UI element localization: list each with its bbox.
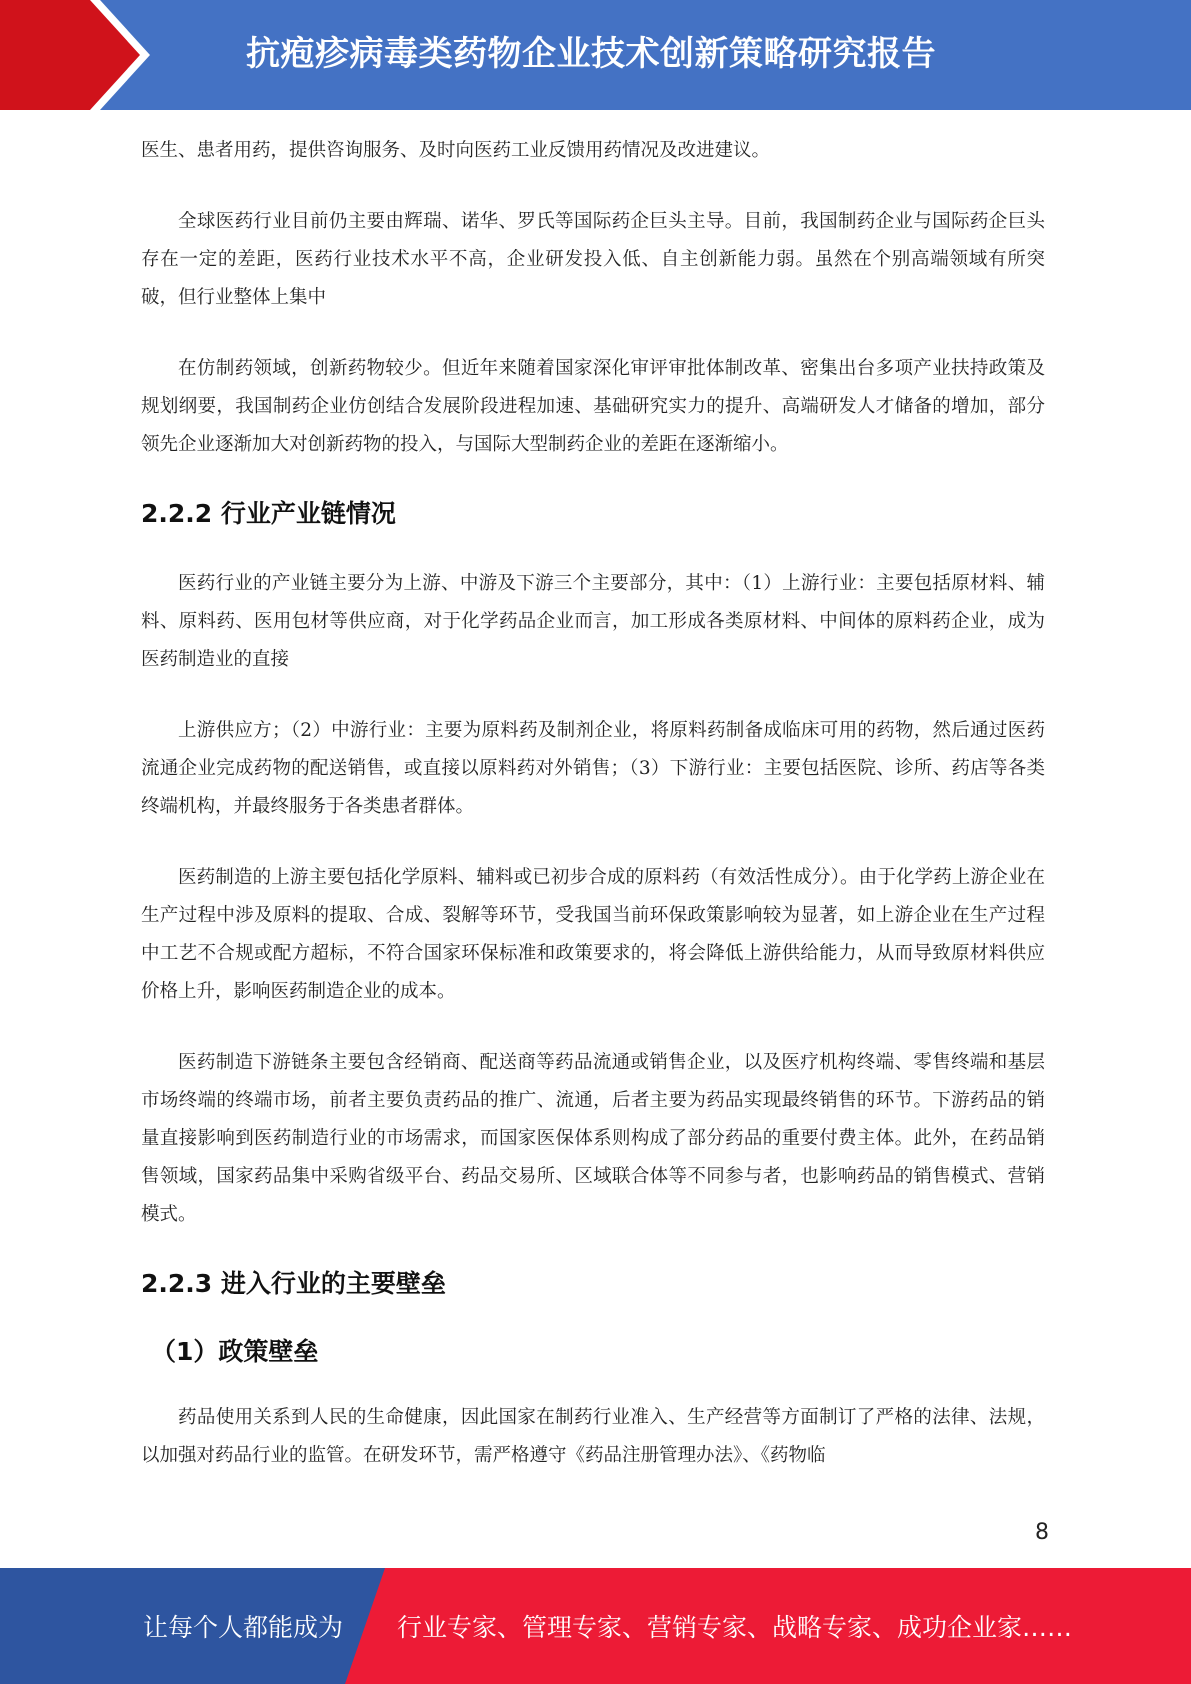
paragraph: 药品使用关系到人民的生命健康，因此国家在制药行业准入、生产经营等方面制订了严格的法律、法规，以加强对药品行业的监管。在研发环节，需严格遵守《药品注册管理办法》、《药物临 (141, 1407, 1045, 1466)
chevron-icon (0, 0, 160, 110)
page-header (0, 0, 1191, 110)
footer-slogan-right: 行业专家、管理专家、营销专家、战略专家、成功企业家…… (397, 1613, 1073, 1642)
section-heading-2-2-2: 2.2.2 行业产业链情况 (141, 499, 396, 528)
paragraph: 医药行业的产业链主要分为上游、中游及下游三个主要部分，其中：（1）上游行业：主要包括原材料、辅料、原料药、医用包材等供应商，对于化学药品企业而言，加工形成各类原材料、中间体的原料药企业，成为医药制造业的直接 (141, 573, 1045, 670)
document-body (141, 132, 1045, 1508)
paragraph: 上游供应方；（2）中游行业：主要为原料药及制剂企业，将原料药制备成临床可用的药物，然后通过医药流通企业完成药物的配送销售，或直接以原料药对外销售；（3）下游行业：主要包括医院、诊所、药店等各类终端机构，并最终服务于各类患者群体。 (141, 720, 1045, 817)
paragraph: 在仿制药领域，创新药物较少。但近年来随着国家深化审评审批体制改革、密集出台多项产业扶持政策及规划纲要，我国制药企业仿创结合发展阶段进程加速、基础研究实力的提升、高端研发人才储备的增加，部分领先企业逐渐加大对创新药物的投入，与国际大型制药企业的差距在逐渐缩小。 (141, 358, 1045, 455)
page-footer (0, 1568, 1191, 1684)
section-heading-2-2-3: 2.2.3 进入行业的主要壁垒 (141, 1269, 446, 1298)
paragraph: 医药制造下游链条主要包含经销商、配送商等药品流通或销售企业，以及医疗机构终端、零售终端和基层市场终端的终端市场，前者主要负责药品的推广、流通，后者主要为药品实现最终销售的环节。下游药品的销量直接影响到医药制造行业的市场需求，而国家医保体系则构成了部分药品的重要付费主体。此外，在药品销售领域，国家药品集中采购省级平台、药品交易所、区域联合体等不同参与者，也影响药品的销售模式、营销模式。 (141, 1052, 1045, 1225)
page-number: 8 (1035, 1520, 1049, 1545)
paragraph: 医药制造的上游主要包括化学原料、辅料或已初步合成的原料药（有效活性成分）。由于化学药上游企业在生产过程中涉及原料的提取、合成、裂解等环节，受我国当前环保政策影响较为显著，如上游企业在生产过程中工艺不合规或配方超标，不符合国家环保标准和政策要求的，将会降低上游供给能力，从而导致原材料供应价格上升，影响医药制造企业的成本。 (141, 867, 1045, 1002)
report-title: 抗疱疹病毒类药物企业技术创新策略研究报告 (246, 34, 936, 74)
paragraph: 医生、患者用药，提供咨询服务、及时向医药工业反馈用药情况及改进建议。 (141, 140, 771, 161)
footer-slogan-left: 让每个人都能成为 (143, 1613, 344, 1642)
subsection-heading-policy: （1）政策壁垒 (151, 1337, 319, 1366)
paragraph: 全球医药行业目前仍主要由辉瑞、诺华、罗氏等国际药企巨头主导。目前，我国制药企业与国际药企巨头存在一定的差距，医药行业技术水平不高，企业研发投入低、自主创新能力弱。虽然在个别高端领域有所突破，但行业整体上集中 (141, 211, 1045, 308)
